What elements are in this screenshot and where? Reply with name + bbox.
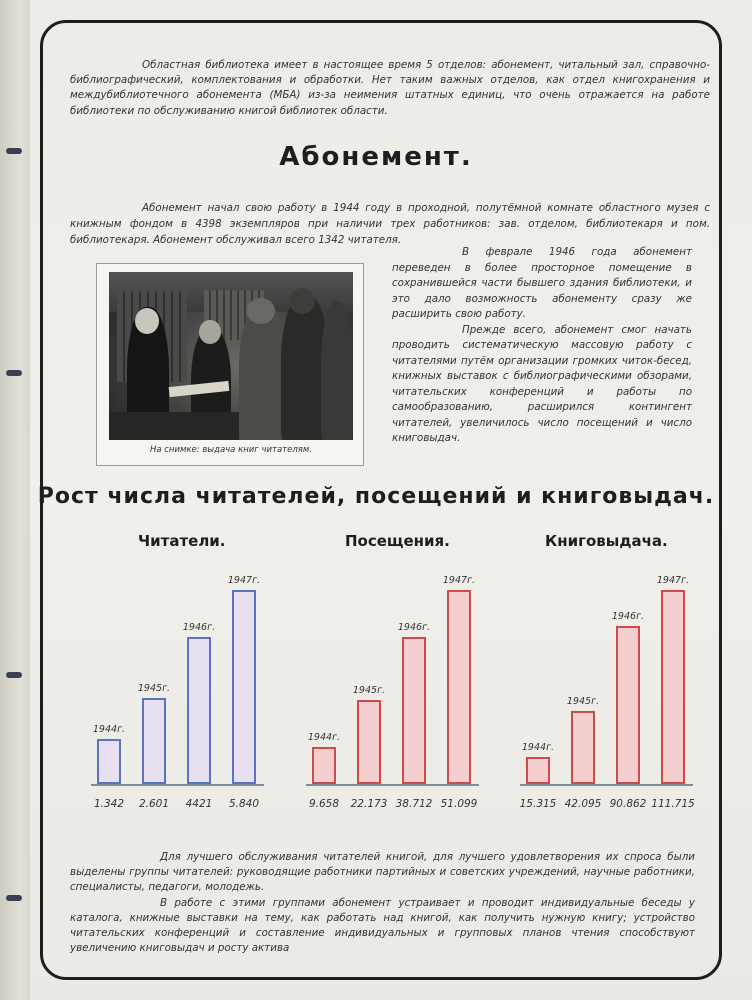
bar-year-label: 1946г. [611,611,645,622]
bar-value-label: 38.712 [395,798,433,810]
bar-year-label: 1945г. [137,683,171,694]
chart-bar [312,747,336,784]
chart-bar [526,757,550,784]
bar-value-label: 4421 [185,798,213,810]
chart-bar [142,698,166,784]
chart-bar [571,711,595,784]
relocation-paragraph: В феврале 1946 года абонемент переведен в более просторное помещение в сохранившейся части бывшего здания библиотеки, и это дало возможность абонементу сразу же расширить свою работу. [392,246,692,320]
bar-value-label: 2.601 [138,798,170,810]
abonement-development-text [392,245,692,447]
bar-year-label: 1945г. [352,685,386,696]
chart-bar [357,700,381,784]
chart-subtitle: Книговыдача. [545,532,668,550]
bar-year-label: 1947г. [442,575,476,586]
bar-value-label: 15.315 [519,798,557,810]
chart-subtitle: Посещения. [345,532,450,550]
chart-baseline [91,784,264,786]
chart-bar [447,590,471,784]
bar-year-label: 1946г. [182,622,216,633]
bar-year-label: 1947г. [656,575,690,586]
binding-hole [6,895,22,901]
chart-subtitle: Читатели. [138,532,226,550]
chart-bar [97,739,121,784]
chart-title: Рост числа читателей, посещений и книговыдач. [37,484,715,509]
bar-year-label: 1944г. [307,732,341,743]
photo-caption: На снимке: выдача книг читателям. [149,445,313,455]
bottom-text [70,850,695,956]
chart-baseline [306,784,479,786]
bar-year-label: 1944г. [92,724,126,735]
mass-work-paragraph: Прежде всего, абонемент смог начать проводить систематическую массовую работу с читателями путём организации громких читок-бесед, книжных выставок с библиографическими обзорами, читательских конференций и работы по самообразованию, расширился контингент читателей, увеличилось число посещений и число книговыдач. [392,323,692,444]
group-work-paragraph: В работе с этими группами абонемент устраивает и проводит индивидуальные беседы у каталога, книжные выставки на тему, как работать над книгой, как получить нужную книгу; устройство читательских конференций и составление индивидуальных и групповых планов чтения способствуют увеличению книговыдач и росту актива [70,896,695,955]
bar-value-label: 9.658 [308,798,340,810]
bar-value-label: 111.715 [651,798,695,810]
chart-bar [661,590,685,784]
chart-baseline [520,784,693,786]
bar-year-label: 1946г. [397,622,431,633]
chart-bar [616,626,640,784]
binding-hole [6,672,22,678]
bar-year-label: 1947г. [227,575,261,586]
library-photo [109,272,353,440]
bar-year-label: 1945г. [566,696,600,707]
abonement-history-paragraph: Абонемент начал свою работу в 1944 году в проходной, полутёмной комнате областного музея с книжным фондом в 4398 экземпляров при наличии трех работников: зав. отделом, библиотекаря и пом. библиотекаря. Абонемент обслуживал всего 1342 читателя. [70,202,710,246]
chart-bar [187,637,211,784]
chart-bar [402,637,426,784]
bar-value-label: 51.099 [440,798,478,810]
bar-value-label: 90.862 [609,798,647,810]
bar-value-label: 22.173 [350,798,388,810]
bar-value-label: 5.840 [228,798,260,810]
section-title: Абонемент. [279,142,473,172]
intro-paragraph: Областная библиотека имеет в настоящее время 5 отделов: абонемент, читальный зал, справочно-библиографический, комплектования и обработки. Нет таким важных отделов, как отдел книгохранения и междубиблиотечного абонемента (МБА) из-за неимения штатных единиц, что очень отражается на работе библиотеки по обслуживанию книгой библиотек области. [70,59,710,117]
photo-mount [96,263,364,466]
bar-year-label: 1944г. [521,742,555,753]
chart-bar [232,590,256,784]
binding-hole [6,370,22,376]
bar-value-label: 1.342 [93,798,125,810]
bar-value-label: 42.095 [564,798,602,810]
reader-groups-paragraph: Для лучшего обслуживания читателей книгой, для лучшего удовлетворения их спроса были выделены группы читателей: руководящие работники партийных и советских учреждений, научные работники, специалисты, педагоги, молодежь. [70,851,695,894]
